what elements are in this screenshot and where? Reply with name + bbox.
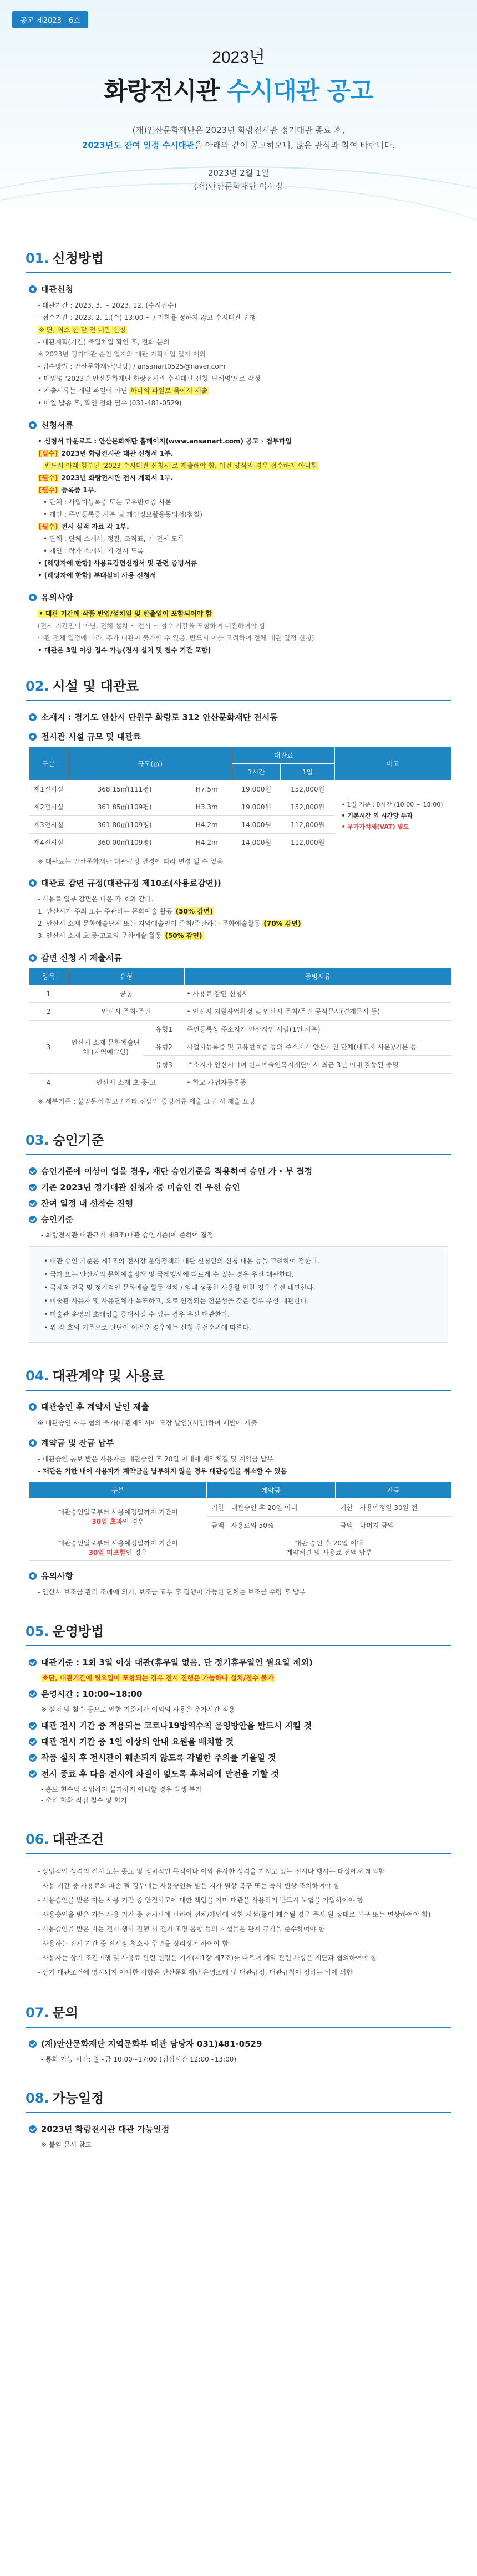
section-title-text: 가능일정: [52, 2090, 104, 2106]
note-item: • 대관은 3일 이상 접수 가능(전시 설치 및 철수 기간 포함): [38, 646, 211, 654]
condition-item: - 상기 대관조건에 명시되지 아니한 사항은 안산문화재단 운영조례 및 대관규정, 대관규칙이 정하는 바에 의함: [38, 1968, 353, 1976]
criteria-detail: - 화랑전시관 대관규칙 제8조(대관 승인기준)에 준하여 결정: [41, 1231, 214, 1239]
check-icon: [29, 1200, 37, 1207]
operation-note: - 홍보 현수막 작업하지 불가하지 아니할 경우 발생 부가: [41, 1786, 202, 1793]
section-title: [26, 2002, 451, 2028]
bullet-icon: [29, 713, 37, 721]
condition-item: - 사용승인을 받은 자는 사용 기간 중 안전사고에 대한 책임을 지며 대관을 사용하기 반드시 보험을 가입하여야 함: [38, 1896, 364, 1904]
subheading-text: 소재지 : 경기도 안산시 단원구 화랑로 312 안산문화재단 전시동: [41, 712, 278, 722]
subheading-text: 대관신청: [41, 284, 73, 294]
section-number: 04.: [26, 1368, 49, 1384]
col-header: 구분: [29, 1482, 207, 1499]
payment-table: [29, 1482, 451, 1561]
cell: 사용예정일 30일 전: [358, 1499, 451, 1517]
criteria-item: [29, 1165, 451, 1177]
condition-item: - 사용승인을 받은 자는 전시·행사 진행 시 전기·조명·음향 등의 시설물은 관계 규칙을 준수하여야 함: [38, 1925, 325, 1933]
detail-line: ※ 2023년 정기대관 순인 일자와 대관 기획사업 일자 제외: [38, 350, 206, 358]
criteria-item: [29, 1197, 451, 1209]
condition-item: - 사용 기간 중 사용료의 파손 될 경우에는 사용승인을 받은 지가 원상 복구 또는 즉시 변상 조치하여야 함: [38, 1882, 340, 1890]
conditions-list: [26, 1864, 451, 1980]
title-accent: 수시대관 공고: [227, 77, 373, 105]
contact-item: [29, 2038, 451, 2049]
cell: [29, 1499, 207, 1534]
title-main: 화랑전시관: [104, 77, 219, 105]
section-title: [26, 2087, 451, 2113]
section-number: 07.: [26, 2005, 49, 2021]
operation-item: [29, 1720, 451, 1731]
doc-item-note: [38, 460, 451, 472]
subheading: [29, 283, 451, 295]
subheading-text: 유의사항: [41, 593, 73, 603]
cell: 112,000원: [281, 816, 335, 834]
cell: H4.2m: [181, 816, 232, 834]
contact-phone[interactable]: (재)안산문화재단 지역문화부 대관 담당자 031)481-0529: [41, 2039, 262, 2049]
discount-rules: [26, 893, 451, 942]
col-header: 유형: [68, 968, 185, 985]
check-icon: [29, 2125, 37, 2133]
rule-line: - 재단은 기한 내에 사용자가 계약금을 납부하지 않을 경우 대관승인을 취소할 수 있음: [38, 1467, 287, 1475]
criteria-line: • 국가 또는 안산시의 문화예술정책 및 국제행사에 따르게 수 있는 경우 우선 대관한다.: [44, 1271, 294, 1278]
check-icon: [29, 1659, 37, 1666]
detail-line: - 대관계획(기간) 불일치일 확인 후, 전화 문의: [38, 338, 170, 346]
subheading: [29, 1570, 451, 1582]
discount-docs-table: [29, 968, 451, 1091]
receipt-period: - 접수기간 : 2023. 2. 1.(수) 13:00 ~ / 기한을 정하지 않고 수시대관 진행: [38, 314, 256, 322]
red-text: 30일 초과: [92, 1517, 123, 1526]
text: 전시 실적 자료 각 1부.: [59, 523, 129, 530]
rule-line: [38, 930, 451, 942]
cell: 14,000원: [232, 816, 281, 834]
text: 2023년 화랑전시관 전시 계획서 1부.: [59, 474, 174, 482]
rule-line: [38, 905, 451, 917]
cell: H7.5m: [181, 781, 232, 798]
check-icon: [29, 1754, 37, 1762]
cell: 152,000원: [281, 798, 335, 816]
subheading-text: 대관료 감면 규정(대관규정 제10조(사용료감면)): [41, 878, 221, 888]
operation-note: ※ 설치 및 철수 등으로 인한 기준시간 이외의 사용은 추가시간 적용: [41, 1706, 235, 1713]
doc-subitem: • 단체 : 단체 소개서, 정관, 조직표, 기 전시 도록: [43, 535, 184, 543]
section-approval: [26, 1129, 451, 1343]
notice-number-badge: 공고 제2023 - 6호: [12, 11, 88, 28]
check-icon: [29, 1184, 37, 1191]
issuer: (재)안산문화재단 이사장: [194, 181, 283, 191]
remark: • 1일 기준 : 8시간 (10:00 ~ 18:00): [341, 800, 443, 808]
bullet-icon: [29, 1572, 37, 1580]
section-title: [26, 1620, 451, 1646]
bullet-icon: [29, 421, 37, 429]
cell: 3: [29, 1021, 68, 1074]
text: 대관승인일로부터 사용예정일까지 기간이: [58, 1539, 178, 1547]
red-text: 30일 미포함: [88, 1548, 126, 1557]
discount-rate: (70% 감면): [263, 920, 301, 927]
section-title-text: 대관계약 및 사용료: [52, 1368, 165, 1384]
section-title-text: 대관조건: [52, 1832, 104, 1847]
submission-method: - 접수방법 : 안산문화재단(담당) / ansanart0525@naver.com: [38, 363, 226, 370]
subheading: [29, 731, 451, 742]
section-number: 08.: [26, 2090, 49, 2106]
section-title-text: 신청방법: [52, 251, 104, 266]
cell: 2: [29, 1003, 68, 1021]
subheading-text: 전시관 시설 규모 및 대관료: [41, 732, 141, 742]
section-title-text: 운영방법: [52, 1624, 104, 1639]
text: 2023년 화랑전시관 대관 신청서 1부.: [59, 450, 174, 457]
subheading: [29, 419, 451, 431]
operation-item: [29, 1656, 451, 1668]
cell: 유형1: [143, 1021, 184, 1038]
subheading-text: 대관승인 후 계약서 날인 제출: [41, 1402, 149, 1412]
cell: 대관승인 후 20일 이내: [229, 1499, 336, 1517]
text: 운영시간 : 10:00~18:00: [41, 1689, 143, 1699]
cell: 안산시 소재 문화예술단체 (지역예술인): [68, 1021, 144, 1074]
text: 대관 전시 기간 중 적용되는 코로나19방역수칙 운영방안을 반드시 지킬 것: [41, 1721, 312, 1731]
table-row: [29, 1003, 451, 1021]
intro-line: (재)안산문화재단은 2023년 화랑전시관 정기대관 종료 후,: [132, 125, 345, 135]
section-number: 03.: [26, 1133, 49, 1148]
note-detail: (전시 기간만이 아닌, 전체 설치 ~ 전시 ~ 철수 기간을 포함하여 대관하여야 함: [38, 622, 266, 630]
required-tag: [필수]: [39, 523, 58, 530]
note-item: [38, 608, 451, 620]
cell: 제3전시실: [29, 816, 68, 834]
criteria-line: • 국제적·전국 및 정기적인 문화예술 활동 설치 / 임대 성공한 사용할 만한 경우 우선 대관한다.: [44, 1284, 316, 1292]
section-title-text: 문의: [52, 2005, 78, 2021]
col-header: 규모(㎡): [68, 747, 232, 781]
operation-item: [29, 1688, 451, 1700]
text: 계약체결 및 사용료 전액 납부: [286, 1548, 372, 1557]
check-icon: [29, 1738, 37, 1746]
col-subheader: 1시간: [232, 764, 281, 781]
subheading: [29, 711, 451, 723]
condition-item: - 상업적인 성격의 전시 또는 종교 및 정치적인 목적이나 이와 유사한 성격을 가지고 있는 전시나 행사는 대상에서 제외함: [38, 1868, 385, 1875]
cell: 유형3: [143, 1056, 184, 1074]
discount-rate: (50% 감면): [165, 932, 202, 940]
application-details: [26, 299, 451, 409]
payment-table-wrap: [26, 1482, 451, 1561]
col-header: 잔금: [336, 1482, 451, 1499]
check-icon: [29, 1690, 37, 1698]
text: 기존 2023년 정기대관 신청자 중 미승인 건 우선 승인: [41, 1182, 240, 1192]
doc-subitem: • 개인 : 작가 소개서, 기 전시 도록: [43, 547, 144, 555]
notice-date: 2023년 2월 1일: [207, 168, 270, 178]
condition-item: - 사용하는 전시 기간 중 전시장 청소와 주변을 정리정돈 하여야 함: [38, 1940, 229, 1947]
schedule-item: [29, 2123, 451, 2135]
subheading-text: 감면 신청 시 제출서류: [41, 953, 123, 963]
bullet-icon: [29, 1439, 37, 1447]
detail-line: • 메일 발송 후, 확인 전화 필수 (031-481-0529): [38, 399, 182, 407]
subheading: [29, 877, 451, 889]
cell: [207, 1534, 451, 1561]
text: 승인기준에 이상이 업을 경우, 재단 승인기준을 적용하여 승인 가 · 부 결정: [41, 1166, 313, 1176]
bullet-icon: [29, 285, 37, 293]
cell: H4.2m: [181, 834, 232, 851]
criteria-line: • 미술관·사용자 및 사용단체가 목표하고, 으로 인정되는 전문성을 갖춘 경우 우선 대관한다.: [44, 1297, 309, 1305]
section-number: 02.: [26, 679, 49, 694]
section-title: [26, 1129, 451, 1155]
section-title: [26, 675, 451, 701]
criteria-line: • 미술관 운영의 초래성을 증대시킬 수 있는 경우 우선 대관한다.: [44, 1310, 230, 1318]
text: 작품 설치 후 전시관이 훼손되지 않도록 각별한 주의를 기울일 것: [41, 1753, 276, 1763]
highlight-text: 하나의 파일로 묶어서 제출: [130, 387, 208, 395]
section-title: [26, 1365, 451, 1391]
text: 3. 안산시 소재 초·중·고교의 문화예술 활동: [38, 932, 164, 940]
table-row: [29, 1021, 451, 1038]
cell: H3.3m: [181, 798, 232, 816]
contract-note: ※ 대관승인 사유 협의 불가(대관계약서에 도장 날인)(서명)하여 제반에 제출: [38, 1419, 257, 1427]
cell: 안산시 소재 초·중·고: [68, 1074, 185, 1091]
cell: 19,000원: [232, 798, 281, 816]
table-row: [29, 1534, 451, 1561]
footer-space: [26, 2150, 451, 2167]
section-number: 05.: [26, 1624, 49, 1639]
docs-note: ※ 세부기준 : 불임문서 참고 / 기타 전담인 증빙서류 제출 요구 시 제출 요망: [38, 1098, 256, 1105]
operation-item: [29, 1736, 451, 1747]
operation-note: [26, 1672, 451, 1684]
cell: 19,000원: [232, 781, 281, 798]
text: 대관 승인 후 20일 이내: [295, 1539, 363, 1547]
check-icon: [29, 2040, 37, 2048]
section-contract: [26, 1365, 451, 1598]
section-title-text: 승인기준: [52, 1133, 104, 1148]
col-header: 비고: [335, 747, 451, 781]
cell: 유형2: [143, 1038, 184, 1056]
subheading-text: 계약금 및 잔금 납부: [41, 1438, 114, 1448]
cell: 112,000원: [281, 834, 335, 851]
text: 대관 전시 기간 중 1인 이상의 안내 요원을 배치할 것: [41, 1737, 234, 1747]
criteria-item: [29, 1181, 451, 1193]
subheading-text: 유의사항: [41, 1571, 73, 1581]
bullet-icon: [29, 1403, 37, 1411]
discount-rate: (50% 감면): [175, 907, 213, 915]
operation-item: [29, 1752, 451, 1763]
cell: 1: [29, 985, 68, 1003]
text: 등록증 1부.: [59, 486, 97, 494]
rental-period: - 대관기간 : 2023. 3. ~ 2023. 12. (수시접수): [38, 302, 177, 309]
cell: 제1전시실: [29, 781, 68, 798]
bullet-icon: [29, 733, 37, 741]
criteria-line: • 대관 승인 기준은 제1조의 전시장 운영정책과 대관 신청인의 신청 내용 등을 고려하여 정한다.: [44, 1257, 320, 1265]
cell: 안산시 주최·주관: [68, 1003, 185, 1021]
cell: • 학교 사업자등록증: [185, 1074, 451, 1091]
cell: [29, 1534, 207, 1561]
doc-item: [38, 521, 451, 533]
required-tag: [필수]: [39, 474, 58, 482]
text: 인 경우: [125, 1548, 148, 1557]
table-row: [29, 781, 451, 798]
subheading-text: 신청서류: [41, 420, 73, 430]
criteria-box: [29, 1246, 448, 1343]
intro-text: [0, 123, 477, 153]
operation-note: - 축하 화환 직접 철수 및 회기: [41, 1797, 127, 1804]
subheading: [29, 952, 451, 963]
subheading: [29, 1401, 451, 1412]
cell: 금액: [207, 1517, 229, 1534]
table-row: [29, 985, 451, 1003]
section-contact: [26, 2002, 451, 2065]
col-header: 항목: [29, 968, 68, 985]
min-notice: [38, 324, 451, 336]
text: 대관승인일로부터 사용예정일까지 기간이: [58, 1508, 178, 1516]
section-number: 06.: [26, 1832, 49, 1847]
cell: 사업자등록증 및 고유번호증 등의 주소지가 안산시인 단체(대표자 사본)/기본 등: [185, 1038, 451, 1056]
fee-table: [29, 747, 451, 851]
schedule-note: ※ 붙임 문서 참고: [41, 2141, 92, 2149]
check-icon: [29, 1770, 37, 1778]
condition-item: - 사용승인을 받은 자는 사용 기간 중 전시관에 관하여 전체/개인에 의한 시설(물이 훼손될 경우 즉시 원 상태로 복구 또는 변상하여야 함): [38, 1911, 431, 1919]
table-row: [29, 1074, 451, 1091]
subheading: [29, 591, 451, 603]
notes-list: [26, 608, 451, 656]
intro-highlight: 2023년도 잔여 일정 수시대관: [82, 140, 195, 150]
fee-note: ※ 대관료는 안산문화재단 대관규정 변경에 따라 변경 될 수 있음: [38, 858, 224, 865]
section-number: 01.: [26, 251, 49, 266]
cell: 368.15㎡(111평): [68, 781, 181, 798]
col-header: 계약금: [207, 1482, 336, 1499]
section-title-text: 시설 및 대관료: [52, 679, 139, 694]
cell: 제2전시실: [29, 798, 68, 816]
bullet-icon: [29, 954, 37, 962]
section-application: [26, 247, 451, 656]
cell: 14,000원: [232, 834, 281, 851]
remark: • 부가가치세(VAT) 별도: [341, 823, 409, 830]
doc-item: [38, 447, 451, 460]
criteria-line: • 위 각 호의 기준으로 판단이 어려운 경우에는 신청 우선순위에 따른다.: [44, 1324, 251, 1332]
contact-hours: - 통화 가능 시간: 월~금 10:00~17:00 (점심시간 12:00~13:00): [41, 2055, 237, 2063]
cell: 사용료의 50%: [229, 1517, 336, 1534]
text: • 제출서류는 개별 파일이 아닌: [38, 387, 130, 395]
cell: 공통: [68, 985, 185, 1003]
docs-table-wrap: [26, 968, 451, 1091]
check-icon: [29, 1722, 37, 1730]
cell: 361.80㎡(109평): [68, 816, 181, 834]
text: 잔여 일정 내 선착순 진행: [41, 1198, 133, 1208]
doc-item: • [해당자에 한함] 사용료감면신청서 및 관련 증빙서류: [38, 559, 197, 567]
cell: 361.85㎡(109평): [68, 798, 181, 816]
detail-line: [38, 385, 451, 397]
cell: 주민등록상 주소지가 안산시인 사람(1인 사본): [185, 1021, 451, 1038]
text: 1. 안산시가 주최 또는 주관하는 문화예술 활동: [38, 907, 175, 915]
required-tag: [필수]: [39, 450, 58, 457]
col-header: 증빙서류: [185, 968, 451, 985]
bullet-icon: [29, 594, 37, 601]
intro-rest: 을 아래와 같이 공고하오니, 많은 관심과 참여 바랍니다.: [194, 140, 395, 150]
cell: • 사용료 감면 신청서: [185, 985, 451, 1003]
page-title: [0, 71, 477, 106]
col-header: 구분: [29, 747, 68, 781]
doc-item: [38, 472, 451, 484]
cell: 금액: [336, 1517, 358, 1534]
section-schedule: [26, 2087, 451, 2150]
highlight-text: 반드시 아래 첨부된 '2023 수시대관 신청서'로 제출해야 함, 이전 양식의 경우 접수하지 아니함: [44, 462, 318, 470]
rule-line: - 대관승인 통보 받은 사용자는 대관승인 후 20일 이내에 계약체결 및 계약금 납부: [38, 1455, 273, 1463]
fee-table-wrap: [26, 747, 451, 851]
cell: 제4전시실: [29, 834, 68, 851]
intro-line: [0, 138, 477, 153]
section-operation: [26, 1620, 451, 1806]
cell: 4: [29, 1074, 68, 1091]
rule-line: - 사용료 일부 감면은 다음 각 호와 같다.: [38, 895, 154, 903]
payment-rules: [26, 1453, 451, 1477]
table-row: [29, 1499, 451, 1517]
content: [0, 247, 477, 2167]
header-year: 2023년: [212, 48, 265, 67]
documents-list: [26, 435, 451, 581]
detail-line: • 메일명 '2023년 안산문화재단 화랑전시관 수시대관 신청_단체명'으로 작성: [38, 375, 261, 382]
text: 전시 종료 후 다음 전시에 차질이 없도록 후처리에 만전을 기할 것: [41, 1769, 279, 1779]
cell: 나머지 금액: [358, 1517, 451, 1534]
remark-cell: [335, 781, 451, 851]
note-detail: 대관 전체 일정에 따라, 추가 대관이 불가할 수 있음. 반드시 이를 고려하여 전체 대관 일정 신청): [38, 634, 314, 642]
text: 대관기준 : 1회 3일 이상 대관(휴무일 없음, 단 정기휴무일인 월요일 제외): [41, 1657, 313, 1667]
highlight-text: ※ 단, 최소 한 달 전 대관 신청: [39, 326, 126, 334]
section-conditions: [26, 1828, 451, 1980]
highlight-text: ※단, 대관기간에 월요일이 포함되는 경우 전시 진행은 가능하나 설치/철수 불가: [42, 1674, 274, 1682]
cell: 360.00㎡(109평): [68, 834, 181, 851]
section-title: [26, 1828, 451, 1854]
contract-note: - 안산시 보조금 관리 조례에 의거, 보조금 교부 후 집행이 가능한 단체는 보조금 수령 후 납부: [38, 1588, 306, 1596]
col-header: 대관료: [232, 747, 335, 764]
text: 인 경우: [123, 1517, 144, 1526]
doc-item: [38, 484, 451, 496]
col-subheader: 1일: [281, 764, 335, 781]
text: 2023년 화랑전시관 대관 가능일정: [41, 2124, 170, 2134]
doc-subitem: • 개인 : 주민등록증 사본 및 개인정보활용동의서(첨철): [43, 511, 202, 518]
header: [0, 0, 477, 233]
rule-line: [38, 917, 451, 930]
criteria-item: [29, 1213, 451, 1225]
check-icon: [29, 1167, 37, 1175]
text: 승인기준: [41, 1215, 73, 1225]
section-title: [26, 247, 451, 273]
condition-item: - 사용자는 상기 조건이행 및 사용료 관련 변경은 기재(제1장 제7조)를 따르며 계약 관련 사항은 재단과 협의하여야 함: [38, 1954, 377, 1962]
subheading: [29, 1437, 451, 1448]
text: 2. 안산시 소재 문화예술단체 또는 지역예술인이 주최/주관하는 문화예술활동: [38, 920, 263, 927]
remark: • 기본시간 외 시간당 부과: [341, 812, 413, 819]
cell: 기한: [336, 1499, 358, 1517]
section-facility: [26, 675, 451, 1107]
highlight-text: • 대관 기간에 작품 반입/설치일 및 반출일이 포함되어야 함: [39, 610, 212, 618]
operation-item: [29, 1768, 451, 1779]
cell: • 안산시 지원사업확정 및 안산시 주최/주관 공식문서(결재문서 등): [185, 1003, 451, 1021]
doc-item: • [해당자에 한함] 부대설비 사용 신청서: [38, 572, 156, 579]
check-icon: [29, 1216, 37, 1223]
cell: 주소지가 안산시이며 한국예술인복지재단에서 최근 3년 이내 활동된 증명: [185, 1056, 451, 1074]
cell: 152,000원: [281, 781, 335, 798]
required-tag: [필수]: [39, 486, 58, 494]
doc-subitem: • 단체 : 사업자등록증 또는 고유번호증 사본: [43, 498, 172, 506]
bullet-icon: [29, 879, 37, 887]
cell: 기한: [207, 1499, 229, 1517]
document-download[interactable]: • 신청서 다운로드 : 안산문화재단 홈페이지(www.ansanart.com) 공고 › 첨부파일: [38, 437, 292, 445]
